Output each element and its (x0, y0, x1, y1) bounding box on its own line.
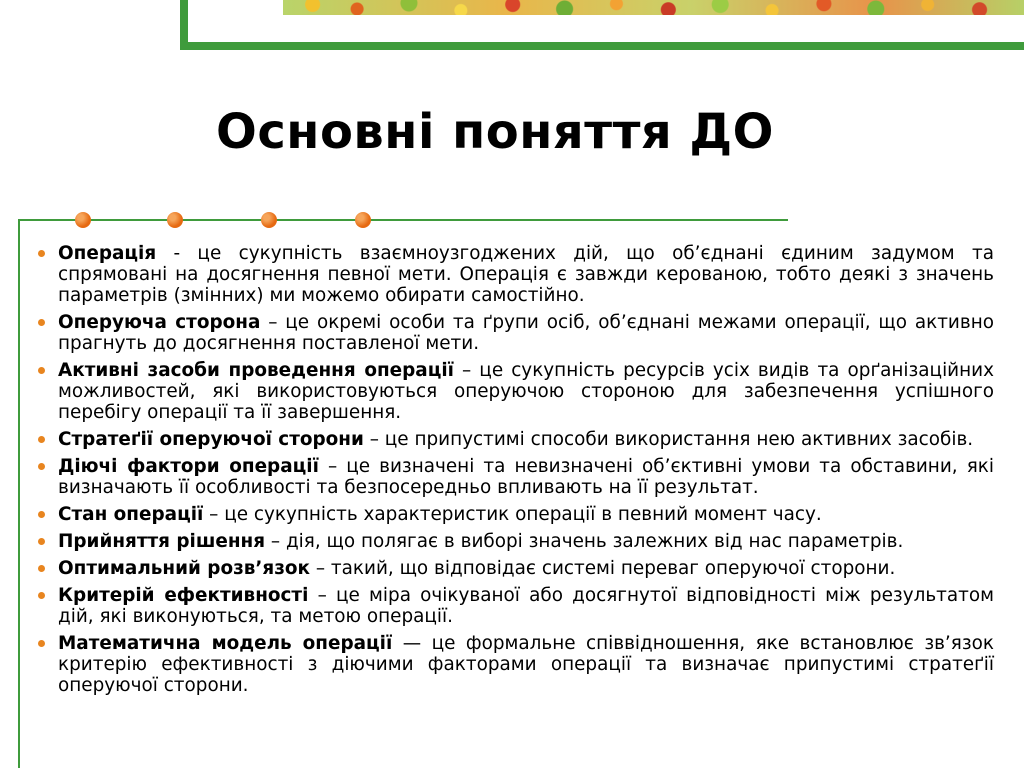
slide-title: Основні поняття ДО (216, 104, 774, 160)
definition-item (36, 558, 994, 579)
definition-term: Прийняття рішення (58, 531, 266, 552)
decorative-divider-line (18, 219, 788, 221)
definitions-list (36, 243, 994, 702)
decorative-divider-vertical (18, 219, 20, 768)
decorative-flower-banner (283, 0, 1024, 15)
decorative-orange-dot (261, 212, 277, 228)
definition-text: - це сукупність взаємноузгоджених дій, що об’єднані єдиним задумом та спрямовані на досягнення певної мети. Операція є завжди керованою, тобто деякі з значень параметрів (змінних) ми можемо обирати самостійно. (58, 243, 994, 306)
definition-text: – такий, що відповідає системі переваг оперуючої сторони. (310, 558, 896, 579)
definition-text: – дія, що полягає в виборі значень залежних від нас параметрів. (265, 531, 904, 552)
definition-text: – це міра очікуваної або досягнутої відповідності між результатом дій, які виконуються, та метою операції. (58, 585, 994, 627)
definition-text: – це визначені та невизначені об’єктивні умови та обставини, які визначають її особливості та безпосередньо впливають на її результат. (58, 456, 994, 498)
definition-term: Оптимальний розв’язок (58, 558, 311, 579)
definition-item (36, 243, 994, 306)
definition-term: Оперуюча сторона (58, 312, 261, 333)
definition-text: — це формальне співвідношення, яке встановлює зв’язок критерію ефективності з діючими факторами операції та визначає припустимі стратеґії оперуючої сторони. (58, 633, 994, 696)
definition-term: Критерій ефективності (58, 585, 309, 606)
decorative-orange-dot (355, 212, 371, 228)
definition-term: Математична модель операції (58, 633, 393, 654)
definition-text: – це припустимі способи використання нею активних засобів. (363, 429, 974, 450)
definition-text: – це сукупність характеристик операції в певний момент часу. (203, 504, 822, 525)
definition-item (36, 456, 994, 498)
definition-item (36, 531, 994, 552)
definition-term: Стан операції (58, 504, 204, 525)
definition-term: Операція (58, 243, 157, 264)
definition-term: Стратеґії оперуючої сторони (58, 429, 364, 450)
definition-item (36, 585, 994, 627)
decorative-orange-dot (75, 212, 91, 228)
definition-text: – це окремі особи та ґрупи осіб, об’єднані межами операції, що активно прагнуть до досягнення поставленої мети. (58, 312, 994, 354)
definition-term: Активні засоби проведення операції (58, 360, 454, 381)
definition-term: Діючі фактори операції (58, 456, 319, 477)
definition-item (36, 312, 994, 354)
definition-item (36, 360, 994, 423)
definition-item (36, 504, 994, 525)
definition-text: – це сукупність ресурсів усіх видів та орґанізаційних можливостей, які використовуються оперуючою стороною для забезпечення успішного перебігу операції та її завершення. (58, 360, 994, 423)
definition-item (36, 633, 994, 696)
decorative-green-bar (180, 42, 1024, 50)
definition-item (36, 429, 994, 450)
decorative-orange-dot (167, 212, 183, 228)
